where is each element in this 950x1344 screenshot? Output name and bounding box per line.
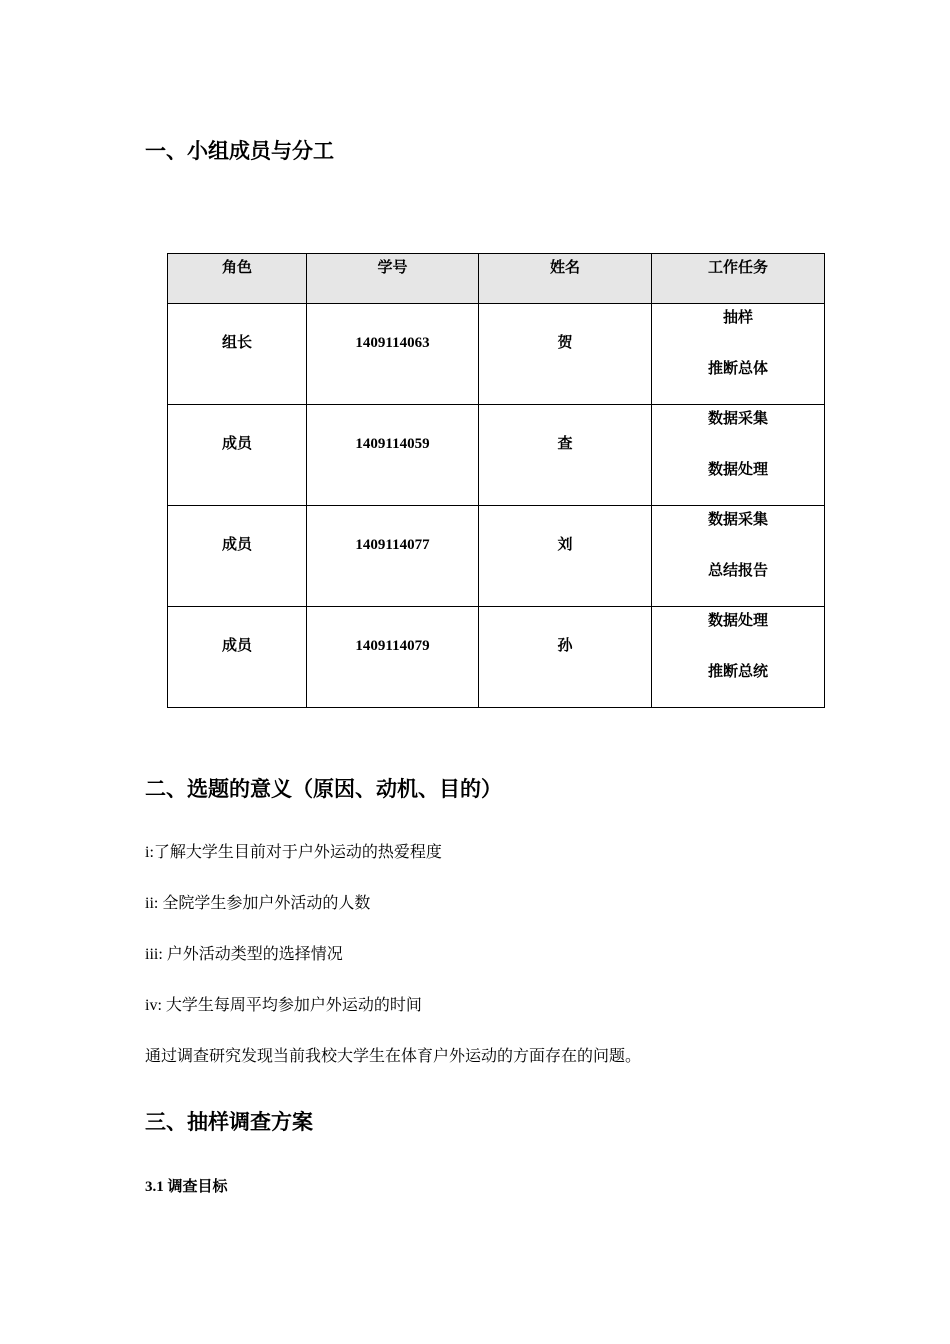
- table-header-row: [168, 254, 825, 304]
- task-text: 推断总体: [707, 361, 768, 377]
- task-text: 数据处理: [707, 613, 768, 629]
- name-text: 查: [557, 436, 573, 452]
- name-text: 刘: [557, 537, 573, 553]
- header-role: 角色: [168, 254, 307, 304]
- table-row: [168, 405, 825, 506]
- significance-conclusion: 通过调查研究发现当前我校大学生在体育户外运动的方面存在的问题。: [145, 1048, 642, 1065]
- role-text: 成员: [221, 436, 252, 452]
- significance-item: iii: 户外活动类型的选择情况: [145, 946, 343, 963]
- subsection-heading-survey-goal: 3.1 调查目标: [145, 1179, 228, 1195]
- name-cell: [479, 506, 652, 607]
- section-heading-sampling-plan: 三、抽样调查方案: [145, 1110, 313, 1134]
- student-id-text: 1409114063: [355, 335, 430, 351]
- name-cell: [479, 304, 652, 405]
- id-cell: [307, 304, 479, 405]
- role-cell: [168, 304, 307, 405]
- role-cell: [168, 506, 307, 607]
- role-text: 成员: [221, 537, 252, 553]
- student-id-text: 1409114059: [355, 436, 430, 452]
- header-tasks: 工作任务: [652, 254, 825, 304]
- significance-item: iv: 大学生每周平均参加户外运动的时间: [145, 997, 422, 1014]
- name-text: 贺: [557, 335, 573, 351]
- table-row: [168, 506, 825, 607]
- task-text: 数据采集: [707, 512, 768, 528]
- members-table: [167, 253, 825, 708]
- id-cell: [307, 607, 479, 708]
- task-text: 数据采集: [707, 411, 768, 427]
- section-heading-significance: 二、选题的意义（原因、动机、目的）: [145, 777, 502, 801]
- tasks-cell: [652, 405, 825, 506]
- student-id-text: 1409114077: [355, 537, 430, 553]
- id-cell: [307, 506, 479, 607]
- task-text: 推断总统: [707, 664, 768, 680]
- name-cell: [479, 405, 652, 506]
- tasks-cell: [652, 304, 825, 405]
- table-row: [168, 607, 825, 708]
- role-cell: [168, 405, 307, 506]
- header-student-id: 学号: [307, 254, 479, 304]
- name-text: 孙: [557, 638, 573, 654]
- id-cell: [307, 405, 479, 506]
- student-id-text: 1409114079: [355, 638, 430, 654]
- name-cell: [479, 607, 652, 708]
- significance-item: i:了解大学生目前对于户外运动的热爱程度: [145, 844, 442, 861]
- tasks-cell: [652, 506, 825, 607]
- section-heading-members: 一、小组成员与分工: [145, 139, 334, 163]
- significance-item: ii: 全院学生参加户外活动的人数: [145, 895, 371, 912]
- header-name: 姓名: [479, 254, 652, 304]
- tasks-cell: [652, 607, 825, 708]
- role-cell: [168, 607, 307, 708]
- task-text: 抽样: [722, 310, 753, 326]
- table-row: [168, 304, 825, 405]
- role-text: 组长: [221, 335, 252, 351]
- role-text: 成员: [221, 638, 252, 654]
- task-text: 数据处理: [707, 462, 768, 478]
- task-text: 总结报告: [707, 563, 768, 579]
